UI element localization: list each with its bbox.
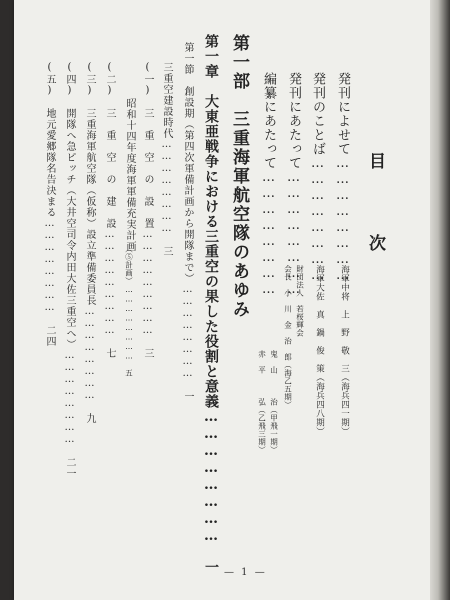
toc-subitem-4: (四) 開隊へ急ピッチ（大井空司令内田大佐三重空へ）…………………… 二一 — [64, 62, 75, 479]
toc-subitem-1-detail: 昭和十四年度海軍軍備充実計画 — [124, 98, 135, 252]
toc-author-ueno: 海軍中将 上 野 敬 三（海兵四一期） — [339, 265, 350, 436]
book-page — [14, 0, 432, 600]
toc-subitem-2: (二) 三 重 空 の 建 設……………………… 七 — [104, 62, 115, 359]
toc-author-manabe: 海軍大佐 真 鍋 俊 策（海兵四八期） — [314, 265, 325, 436]
toc-entry-hakkan-atatte: 発刊にあたって…………………… — [286, 72, 301, 298]
page-edge-shadow — [430, 0, 450, 600]
toc-section-1: 第一節 創設期（第四次軍備計画から開隊まで）…………………… 一 — [182, 42, 193, 402]
toc-author-onioyama: 鬼 山 治（甲飛一期） — [269, 350, 279, 454]
toc-entry-hensan-atatte: 編纂にあたって…………………… — [261, 72, 276, 298]
toc-entry-hakkan-kotoba: 発刊のことば…………………… — [310, 72, 325, 284]
toc-title: 目 次 — [365, 152, 385, 275]
toc-subitem-3: (三) 三重海軍航空隊（仮称）設立準備委員長…………………… 九 — [84, 62, 95, 424]
toc-part-1: 第一部 三重海軍航空隊のあゆみ — [229, 34, 249, 319]
toc-subitem-5: (五) 地元愛郷隊名告決まる…………………… 二四 — [44, 62, 55, 347]
toc-author-ogawa: 会長 小 川 金 治 郎（海乙五期） — [283, 265, 293, 409]
toc-subitem-1-detail-note: （⑤計画）…………………… 五 — [124, 245, 134, 377]
toc-item-mie-kensetsu: 三重空建設時代…………………… 三 — [161, 62, 172, 257]
toc-author-akahira: 赤 平 弘（乙飛三期） — [257, 350, 267, 454]
toc-org-wakazakura: 財団法人 若桜輝会 — [295, 265, 305, 337]
page-number: — 1 — — [224, 567, 267, 578]
toc-subitem-1: (一) 三 重 空 の 設 置……………………… 三 — [142, 62, 153, 359]
toc-entry-hakkan-yosete: 発刊によせて…………………… — [335, 72, 350, 284]
toc-chapter-1: 第一章 大東亜戦争における三重空の果した役割と意義…………………… 一 — [203, 34, 219, 575]
